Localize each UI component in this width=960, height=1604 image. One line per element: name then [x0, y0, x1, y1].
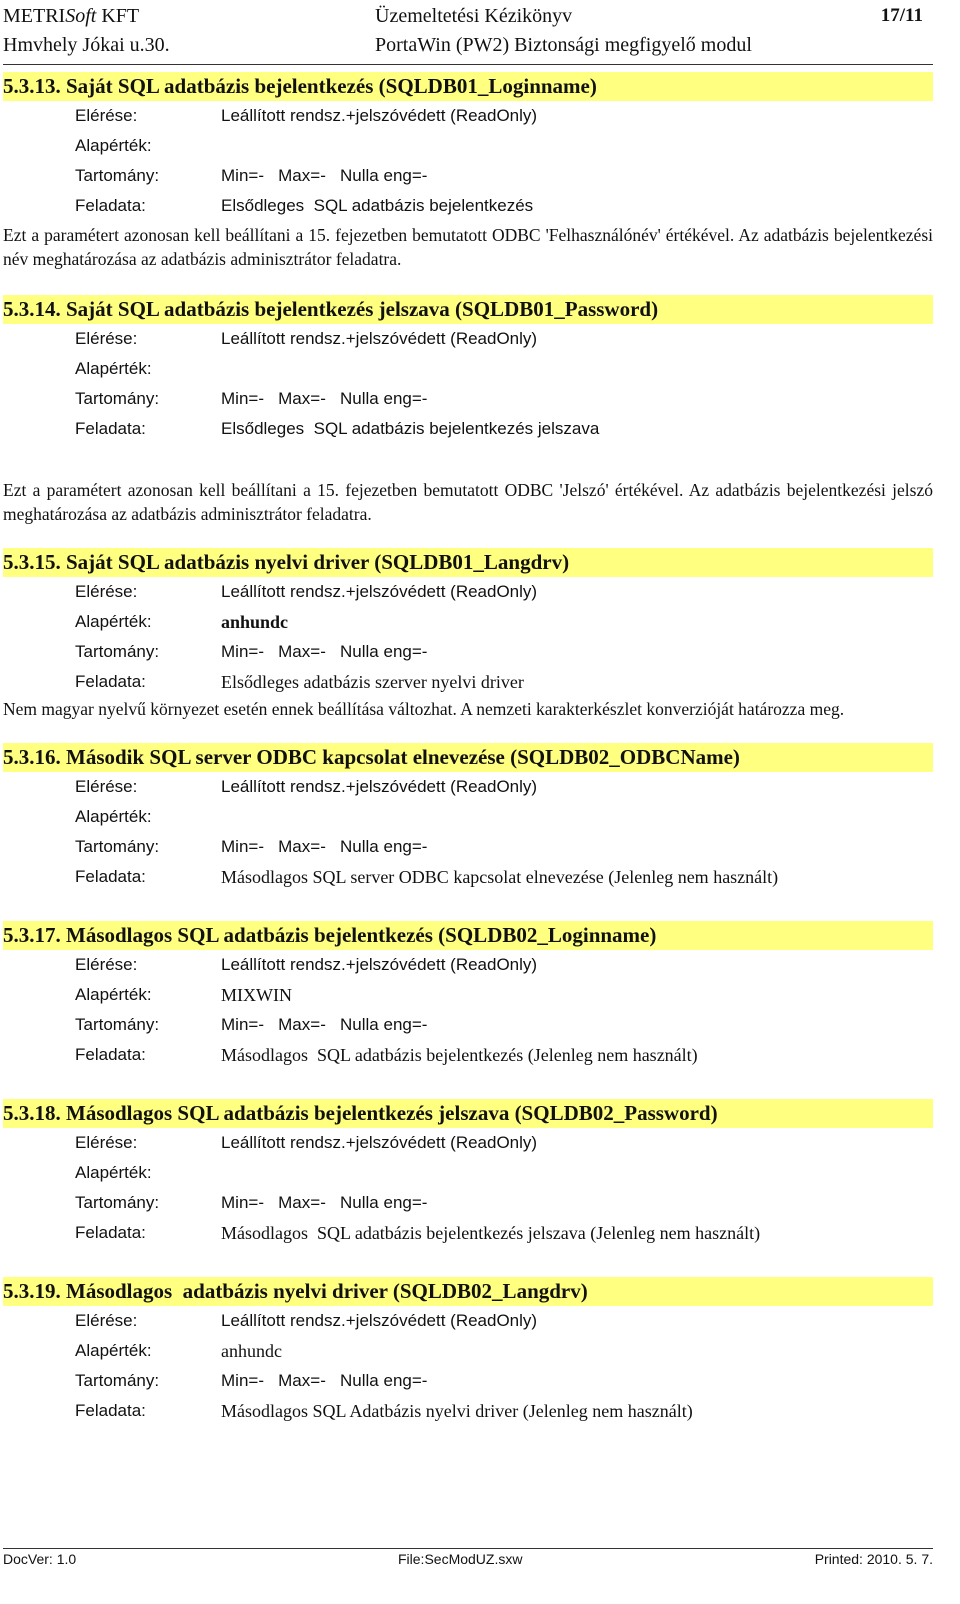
property-value: Min=- Max=- Nulla eng=- [221, 389, 428, 408]
footer-file: File:SecModUZ.sxw [398, 1551, 523, 1567]
property-label: Alapérték: [75, 359, 152, 378]
property-value: Elsődleges SQL adatbázis bejelentkezés jelszava [221, 419, 600, 438]
property-label: Elérése: [75, 1311, 138, 1330]
property-range [3, 1010, 933, 1040]
property-value: Leállított rendsz.+jelszóvédett (ReadOnly) [221, 777, 538, 796]
property-value: Másodlagos SQL server ODBC kapcsolat elnevezése (Jelenleg nem használt) [221, 867, 779, 887]
property-label: Feladata: [75, 1045, 146, 1064]
property-label: Feladata: [75, 672, 146, 691]
property-list [3, 772, 933, 892]
property-range [3, 637, 933, 667]
property-label: Tartomány: [75, 166, 160, 185]
doc-subtitle: PortaWin (PW2) Biztonsági megfigyelő modul [375, 34, 752, 56]
property-access [3, 1128, 933, 1158]
property-label: Feladata: [75, 867, 146, 886]
property-value: Min=- Max=- Nulla eng=- [221, 837, 428, 856]
section-heading: 5.3.18. Másodlagos SQL adatbázis bejelentkezés jelszava (SQLDB02_Password) [3, 1099, 933, 1128]
property-access [3, 101, 933, 131]
property-label: Elérése: [75, 106, 138, 125]
property-task [3, 1396, 933, 1426]
property-list [3, 1306, 933, 1426]
company-name: METRISoft KFT [3, 5, 140, 27]
company-address: Hmvhely Jókai u.30. [3, 34, 170, 56]
property-range [3, 1188, 933, 1218]
property-value: Másodlagos SQL Adatbázis nyelvi driver (Jelenleg nem használt) [221, 1401, 693, 1421]
section-5-3-15 [3, 548, 933, 721]
property-task [3, 1218, 933, 1248]
property-default [3, 1336, 933, 1366]
property-label: Elérése: [75, 777, 138, 796]
property-list [3, 950, 933, 1070]
header-row-1 [3, 2, 923, 30]
property-label: Tartomány: [75, 837, 160, 856]
document-body [3, 72, 933, 1426]
header-divider [3, 64, 933, 65]
property-value: Min=- Max=- Nulla eng=- [221, 1193, 428, 1212]
section-5-3-18 [3, 1099, 933, 1248]
property-label: Tartomány: [75, 1371, 160, 1390]
footer-docver: DocVer: 1.0 [3, 1551, 77, 1567]
property-value: Leállított rendsz.+jelszóvédett (ReadOnly) [221, 955, 538, 974]
property-label: Tartomány: [75, 1015, 160, 1034]
page-number: 17/11 [880, 5, 923, 26]
property-value: MIXWIN [221, 985, 292, 1005]
property-default [3, 607, 933, 637]
property-default [3, 802, 933, 832]
property-access [3, 950, 933, 980]
property-task [3, 1040, 933, 1070]
property-task [3, 414, 933, 444]
property-default [3, 131, 933, 161]
property-value: Elsődleges SQL adatbázis bejelentkezés [221, 196, 534, 215]
property-list [3, 101, 933, 221]
property-task [3, 191, 933, 221]
section-heading: 5.3.13. Saját SQL adatbázis bejelentkezés (SQLDB01_Loginname) [3, 72, 933, 101]
section-5-3-13 [3, 72, 933, 271]
property-label: Tartomány: [75, 389, 160, 408]
property-default [3, 980, 933, 1010]
property-label: Feladata: [75, 1401, 146, 1420]
property-label: Elérése: [75, 1133, 138, 1152]
property-list [3, 1128, 933, 1248]
property-range [3, 832, 933, 862]
section-heading: 5.3.19. Másodlagos adatbázis nyelvi driver (SQLDB02_Langdrv) [3, 1277, 933, 1306]
property-label: Elérése: [75, 582, 138, 601]
property-label: Alapérték: [75, 1163, 152, 1182]
property-default [3, 354, 933, 384]
section-heading: 5.3.17. Másodlagos SQL adatbázis bejelentkezés (SQLDB02_Loginname) [3, 921, 933, 950]
property-label: Alapérték: [75, 1341, 152, 1360]
property-list [3, 577, 933, 697]
property-value: Leállított rendsz.+jelszóvédett (ReadOnly) [221, 329, 538, 348]
property-value: Leállított rendsz.+jelszóvédett (ReadOnly) [221, 582, 538, 601]
property-task [3, 667, 933, 697]
header-row-2 [3, 31, 923, 59]
property-label: Tartomány: [75, 1193, 160, 1212]
property-value: anhundc [221, 612, 289, 632]
property-value: Min=- Max=- Nulla eng=- [221, 1371, 428, 1390]
page-footer [3, 1548, 933, 1588]
property-label: Alapérték: [75, 985, 152, 1004]
property-label: Feladata: [75, 419, 146, 438]
property-value: Leállított rendsz.+jelszóvédett (ReadOnly) [221, 1133, 538, 1152]
property-label: Feladata: [75, 196, 146, 215]
section-5-3-14 [3, 295, 933, 526]
property-value: Másodlagos SQL adatbázis bejelentkezés jelszava (Jelenleg nem használt) [221, 1223, 761, 1243]
page-header [3, 2, 923, 64]
property-range [3, 1366, 933, 1396]
property-range [3, 161, 933, 191]
property-task [3, 862, 933, 892]
section-heading: 5.3.14. Saját SQL adatbázis bejelentkezés jelszava (SQLDB01_Password) [3, 295, 933, 324]
property-label: Elérése: [75, 329, 138, 348]
property-access [3, 324, 933, 354]
property-value: Leállított rendsz.+jelszóvédett (ReadOnly) [221, 1311, 538, 1330]
section-heading: 5.3.16. Második SQL server ODBC kapcsolat elnevezése (SQLDB02_ODBCName) [3, 743, 933, 772]
section-5-3-16 [3, 743, 933, 892]
property-label: Alapérték: [75, 136, 152, 155]
property-value: Min=- Max=- Nulla eng=- [221, 166, 428, 185]
property-access [3, 1306, 933, 1336]
property-label: Feladata: [75, 1223, 146, 1242]
property-access [3, 577, 933, 607]
property-label: Elérése: [75, 955, 138, 974]
property-label: Tartomány: [75, 642, 160, 661]
footer-divider [3, 1548, 933, 1549]
section-paragraph: Ezt a paramétert azonosan kell beállítani a 15. fejezetben bemutatott ODBC 'Felhasználónév' értékével. Az adatbázis bejelentkezési név meghatározása az adatbázis adminisztrátor feladatra. [3, 225, 933, 269]
footer-printed: Printed: 2010. 5. 7. [814, 1551, 933, 1567]
doc-title: Üzemeltetési Kézikönyv [375, 5, 573, 27]
property-access [3, 772, 933, 802]
property-label: Alapérték: [75, 807, 152, 826]
section-5-3-17 [3, 921, 933, 1070]
property-value: Másodlagos SQL adatbázis bejelentkezés (Jelenleg nem használt) [221, 1045, 698, 1065]
property-range [3, 384, 933, 414]
property-value: anhundc [221, 1341, 282, 1361]
property-value: Leállított rendsz.+jelszóvédett (ReadOnly) [221, 106, 538, 125]
property-value: Min=- Max=- Nulla eng=- [221, 1015, 428, 1034]
property-label: Alapérték: [75, 612, 152, 631]
section-5-3-19 [3, 1277, 933, 1426]
section-paragraph: Ezt a paramétert azonosan kell beállítani a 15. fejezetben bemutatott ODBC 'Jelszó' értékével. Az adatbázis bejelentkezési jelszó meghatározása az adatbázis adminisztrátor feladatra. [3, 480, 933, 524]
property-list [3, 324, 933, 444]
property-value: Min=- Max=- Nulla eng=- [221, 642, 428, 661]
section-heading: 5.3.15. Saját SQL adatbázis nyelvi driver (SQLDB01_Langdrv) [3, 548, 933, 577]
section-paragraph: Nem magyar nyelvű környezet esetén ennek beállítása változhat. A nemzeti karakterkészlet konverzióját határozza meg. [3, 699, 845, 719]
property-value: Elsődleges adatbázis szerver nyelvi driver [221, 672, 524, 692]
property-default [3, 1158, 933, 1188]
